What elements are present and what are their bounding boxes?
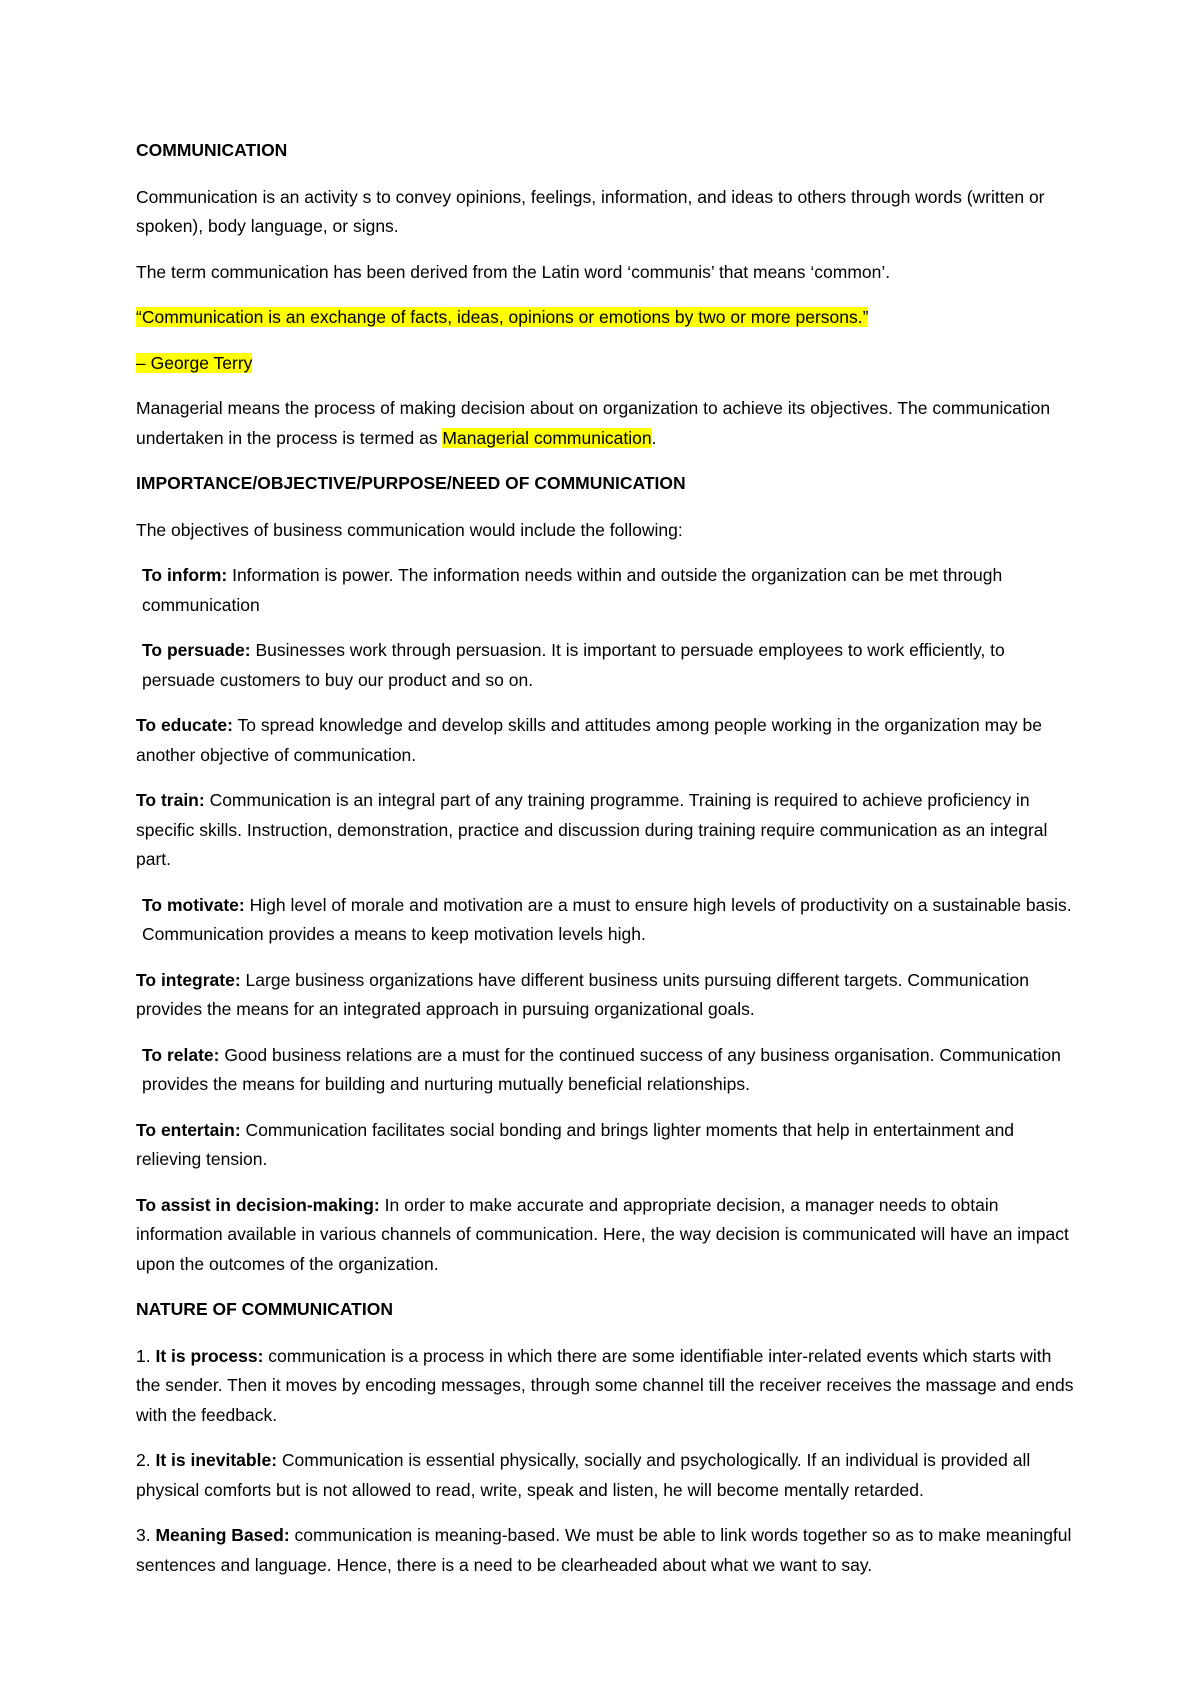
objective-motivate — [136, 891, 1080, 950]
nature-label: Meaning Based: — [150, 1525, 290, 1545]
quote-paragraph — [136, 303, 1080, 333]
objective-text: Large business organizations have different business units pursuing different targets. Communication provides the means for an integrated approach in pursuing organizational goals. — [136, 969, 1029, 1019]
quote-author-paragraph — [136, 349, 1080, 379]
quote-text: “Communication is an exchange of facts, ideas, opinions or emotions by two or more persons.” — [136, 307, 869, 327]
objective-label: To integrate: — [136, 969, 241, 990]
objective-label: To persuade: — [142, 640, 251, 660]
objective-label: To train: — [136, 790, 205, 810]
objectives-intro: The objectives of business communication would include the following: — [136, 519, 683, 540]
objective-text: Businesses work through persuasion. It is important to persuade employees to work efficiently, to persuade customers to buy our product and so on. — [142, 640, 1005, 690]
objective-label: To entertain: — [136, 1119, 241, 1140]
objective-text: Good business relations are a must for the continued success of any business organisation. Communication provides the means for building and nurturing mutually beneficial relationships. — [142, 1044, 1061, 1094]
nature-text: Communication is essential physically, socially and psychologically. If an individual is provided all physical comforts but is not allowed to read, write, speak and listen, he will become mentally retarded. — [136, 1450, 1031, 1500]
heading-nature: NATURE OF COMMUNICATION — [136, 1299, 393, 1319]
heading-importance: IMPORTANCE/OBJECTIVE/PURPOSE/NEED OF COMMUNICATION — [136, 473, 686, 493]
objective-integrate — [136, 966, 1080, 1025]
objective-train — [136, 786, 1080, 875]
objective-label: To motivate: — [142, 894, 245, 915]
nature-process — [136, 1342, 1080, 1431]
nature-text: communication is a process in which there are some identifiable inter-related events which starts with the sender. Then it moves by encoding messages, through some channel till the receiver receives the massage and ends with the feedback. — [136, 1345, 1074, 1425]
managerial-highlight: Managerial communication — [442, 427, 652, 448]
heading-communication: COMMUNICATION — [136, 140, 288, 160]
objective-label: To relate: — [142, 1044, 220, 1065]
nature-number: 1. — [136, 1345, 151, 1366]
latin-term-paragraph: The term communication has been derived from the Latin word ‘communis’ that means ‘common’. — [136, 261, 891, 282]
managerial-text: Managerial means the process of making decision about on organization to achieve its objectives. The communication undertaken in the process is termed as — [136, 398, 1051, 448]
objective-text: Communication facilitates social bonding and brings lighter moments that help in entertainment and relieving tension. — [136, 1119, 1015, 1169]
objective-text: Communication is an integral part of any training programme. Training is required to achieve proficiency in specific skills. Instruction, demonstration, practice and discussion during training require communication as an integral part. — [136, 790, 1048, 869]
objective-text: To spread knowledge and develop skills and attitudes among people working in the organization may be another objective of communication. — [136, 715, 1043, 765]
nature-label: It is process: — [150, 1345, 264, 1366]
managerial-end: . — [651, 427, 657, 448]
objective-text: In order to make accurate and appropriate decision, a manager needs to obtain information available in various channels of communication. Here, the way decision is communicated will have an impact upon the outcomes of the organization. — [136, 1194, 1069, 1274]
nature-text: communication is meaning-based. We must be able to link words together so as to make meaningful sentences and language. Hence, there is a need to be clearheaded about what we want to say. — [136, 1525, 1072, 1575]
nature-number: 3. — [136, 1525, 151, 1545]
objective-label: To assist in decision-making: — [136, 1194, 380, 1215]
objective-label: To educate: — [136, 715, 233, 735]
objective-persuade — [136, 636, 1080, 695]
objective-decision-making — [136, 1191, 1080, 1280]
managerial-paragraph — [136, 394, 1080, 453]
quote-author: – George Terry — [136, 352, 253, 373]
objective-educate — [136, 711, 1080, 770]
objective-inform — [136, 561, 1080, 620]
nature-inevitable — [136, 1446, 1080, 1505]
objective-text: High level of morale and motivation are a must to ensure high levels of productivity on a sustainable basis. Communication provides a means to keep motivation levels high. — [142, 894, 1072, 944]
objective-label: To inform: — [142, 565, 228, 585]
objective-entertain — [136, 1116, 1080, 1175]
nature-label: It is inevitable: — [150, 1450, 278, 1470]
nature-meaning-based — [136, 1521, 1080, 1580]
definition-paragraph: Communication is an activity s to convey opinions, feelings, information, and ideas to others through words (written or spoken), body language, or signs. — [136, 186, 1045, 236]
nature-number: 2. — [136, 1450, 151, 1470]
objective-relate — [136, 1041, 1080, 1100]
objective-text: Information is power. The information needs within and outside the organization can be met through communication — [142, 565, 1003, 615]
